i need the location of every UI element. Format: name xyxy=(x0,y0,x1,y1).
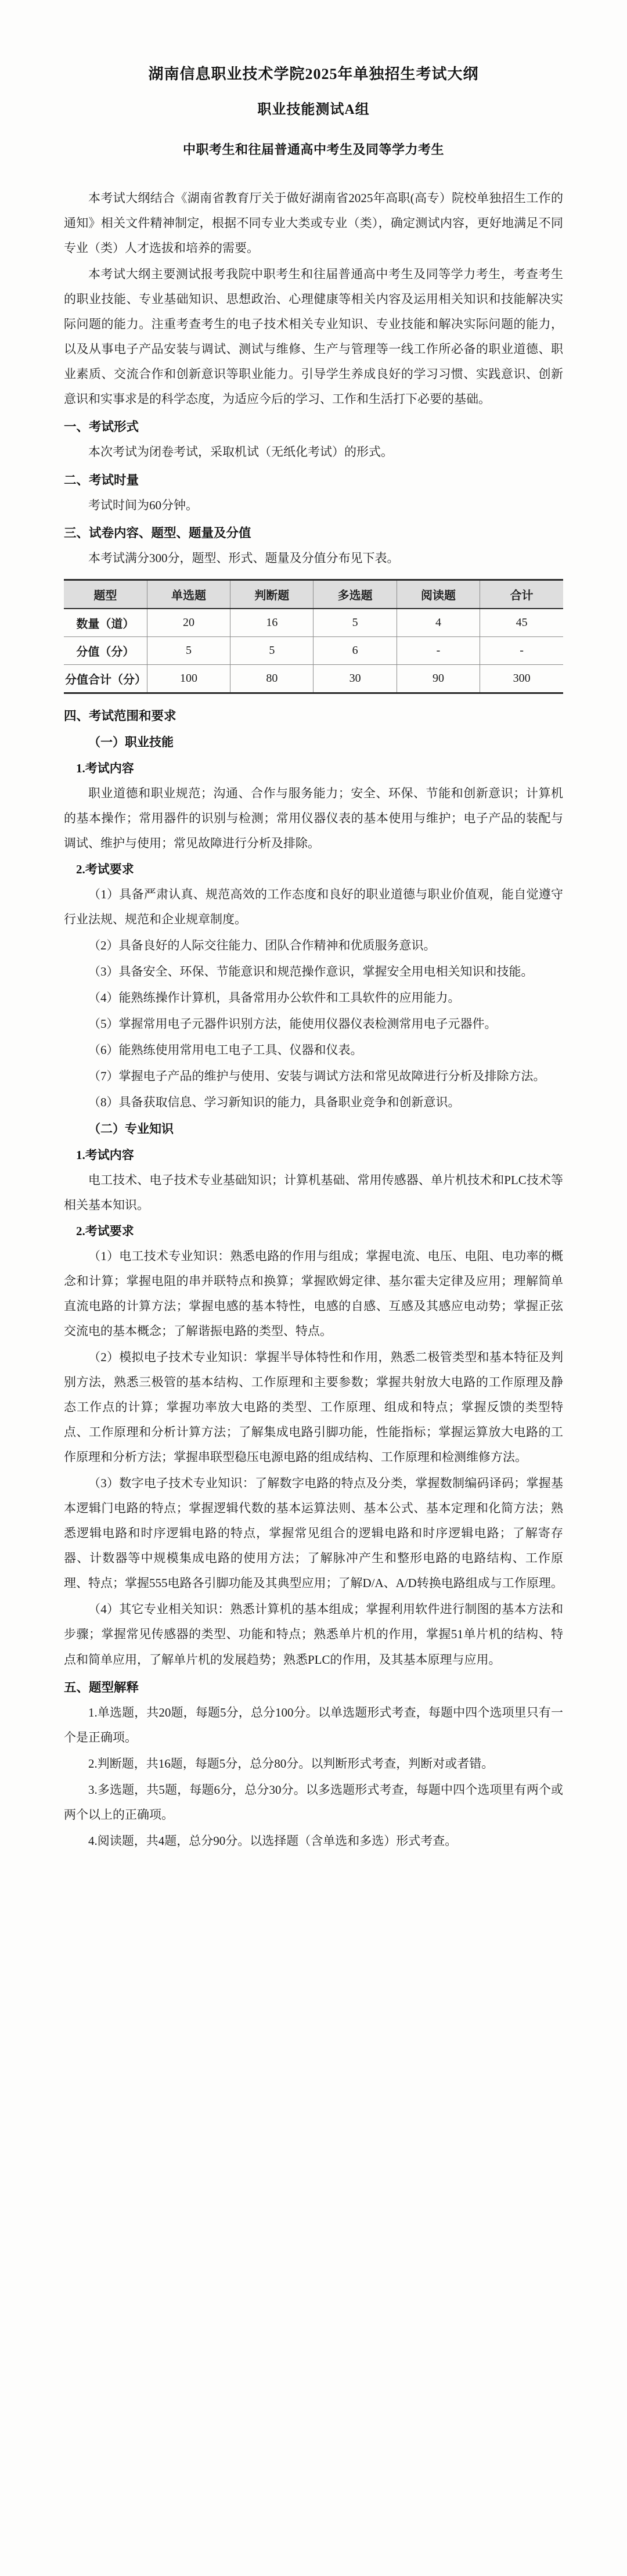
question-type-item: 3.多选题，共5题，每题6分，总分30分。以多选题形式考查，每题中四个选项里有两个或两个以上的正确项。 xyxy=(64,1782,563,1822)
table-row-label: 数量（道） xyxy=(64,609,147,637)
table-cell: 5 xyxy=(314,609,397,637)
section-heading-1: 一、考试形式 xyxy=(64,420,139,434)
requirement-item: （3）数字电子技术专业知识：了解数字电路的特点及分类，掌握数制编码译码；掌握基本逻辑门电路的特点；掌握逻辑代数的基本运算法则、基本公式、基本定理和化简方法；熟悉逻辑电路和时序逻辑电路的特点，掌握常见组合的逻辑电路和时序逻辑电路；了解寄存器、计数器等中规模集成电路的使用方法；了解脉冲产生和整形电路的电路结构、工作原理、特点；掌握555电路各引脚功能及其典型应用；了解D/A、A/D转换电路组成与工作原理。 xyxy=(64,1476,563,1591)
requirement-item: （2）具备良好的人际交往能力、团队合作精神和优质服务意识。 xyxy=(88,938,436,953)
requirement-item: （8）具备获取信息、学习新知识的能力，具备职业竞争和创新意识。 xyxy=(88,1095,460,1110)
page-title: 湖南信息职业技术学院2025年单独招生考试大纲 xyxy=(148,66,479,82)
table-cell: 16 xyxy=(230,609,314,637)
section-4-part-2-content: 电工技术、电子技术专业基础知识；计算机基础、常用传感器、单片机技术和PLC技术等相关基本知识。 xyxy=(64,1172,563,1212)
section-4-part-1-heading: （一）职业技能 xyxy=(88,735,174,749)
document-body xyxy=(64,186,563,1872)
section-heading-2: 二、考试时量 xyxy=(64,473,139,487)
table-header-cell: 单选题 xyxy=(147,580,230,609)
section-heading-3: 三、试卷内容、题型、题量及分值 xyxy=(64,526,251,540)
section-4-part-2-requirement-heading: 2.考试要求 xyxy=(76,1224,134,1238)
table-cell: 90 xyxy=(397,664,480,693)
requirement-item: （1）电工技术专业知识：熟悉电路的作用与组成；掌握电流、电压、电阻、电功率的概念和计算；掌握电阻的串并联特点和换算；掌握欧姆定律、基尔霍夫定律及应用；理解简单直流电路的计算方法；掌握电感的基本特性，电感的自感、互感及其感应电动势；掌握正弦交流电的基本概念；了解谐振电路的类型、特点。 xyxy=(64,1249,563,1338)
table-cell: 20 xyxy=(147,609,230,637)
table-cell: - xyxy=(397,636,480,664)
table-cell: 100 xyxy=(147,664,230,693)
document-audience: 中职考生和往届普通高中考生及同等学力考生 xyxy=(182,142,444,157)
table-row xyxy=(64,636,563,664)
table-cell: 5 xyxy=(230,636,314,664)
table-cell: 80 xyxy=(230,664,314,693)
table-header-cell: 题型 xyxy=(64,580,147,609)
table-cell: 300 xyxy=(480,664,563,693)
intro-paragraph-2: 本考试大纲主要测试报考我院中职考生和往届普通高中考生及同等学力考生，考查考生的职业技能、专业基础知识、思想政治、心理健康等相关内容及运用相关知识和技能解决实际问题的能力。注重考查考生的电子技术相关专业知识、专业技能和解决实际问题的能力，以及从事电子产品安装与调试、测试与维修、生产与管理等一线工作所必备的职业道德、职业素质、交流合作和创新意识等职业能力。引导学生养成良好的学习习惯、实践意识、创新意识和实事求是的科学态度，为适应今后的学习、工作和生活打下必要的基础。 xyxy=(64,267,563,406)
section-4-part-1-requirement-heading: 2.考试要求 xyxy=(76,862,134,877)
page-bottom-spacer xyxy=(64,1855,563,1872)
requirement-item: （4）其它专业相关知识：熟悉计算机的基本组成；掌握利用软件进行制图的基本方法和步骤；掌握常见传感器的类型、功能和特点；熟悉单片机的作用，掌握51单片机的结构、特点和简单应用，了解单片机的发展趋势；熟悉PLC的作用，及其基本原理与应用。 xyxy=(64,1602,563,1667)
table-cell: 4 xyxy=(397,609,480,637)
section-heading-4: 四、考试范围和要求 xyxy=(64,708,176,723)
table-header-cell: 多选题 xyxy=(314,580,397,609)
exam-structure-table xyxy=(64,579,563,694)
table-total-row xyxy=(64,664,563,693)
question-type-item: 1.单选题，共20题，每题5分，总分100分。以单选题形式考查，每题中四个选项里只有一个是正确项。 xyxy=(64,1705,563,1744)
table-cell: 5 xyxy=(147,636,230,664)
requirement-item: （4）能熟练操作计算机，具备常用办公软件和工具软件的应用能力。 xyxy=(88,991,460,1005)
section-4-part-2-heading: （二）专业知识 xyxy=(88,1121,174,1136)
table-header-cell: 阅读题 xyxy=(397,580,480,609)
section-4-part-2-content-heading: 1.考试内容 xyxy=(76,1147,134,1162)
requirement-item: （5）掌握常用电子元器件识别方法，能使用仪器仪表检测常用电子元器件。 xyxy=(88,1017,497,1031)
table-cell: 6 xyxy=(314,636,397,664)
table-cell: 30 xyxy=(314,664,397,693)
requirement-item: （1）具备严肃认真、规范高效的工作态度和良好的职业道德与职业价值观，能自觉遵守行业法规、规范和企业规章制度。 xyxy=(64,887,563,927)
table-header-cell: 合计 xyxy=(480,580,563,609)
requirement-item: （3）具备安全、环保、节能意识和规范操作意识，掌握安全用电相关知识和技能。 xyxy=(88,965,534,979)
section-1-body: 本次考试为闭卷考试，采取机试（无纸化考试）的形式。 xyxy=(88,445,393,459)
table-row-label: 分值（分） xyxy=(64,636,147,664)
table-row-label: 分值合计（分） xyxy=(64,664,147,693)
section-4-part-1-content: 职业道德和职业规范；沟通、合作与服务能力；安全、环保、节能和创新意识；计算机的基本操作；常用器件的识别与检测；常用仪器仪表的基本使用与维护；电子产品的装配与调试、维护与使用；常见故障进行分析及排除。 xyxy=(64,786,563,850)
question-type-item: 2.判断题，共16题，每题5分，总分80分。以判断形式考查，判断对或者错。 xyxy=(88,1756,494,1771)
question-type-item: 4.阅读题，共4题，总分90分。以选择题（含单选和多选）形式考查。 xyxy=(88,1833,457,1848)
requirement-item: （6）能熟练使用常用电工电子工具、仪器和仪表。 xyxy=(88,1043,363,1057)
section-4-part-1-content-heading: 1.考试内容 xyxy=(76,761,134,775)
table-header-row xyxy=(64,580,563,609)
section-2-body: 考试时间为60分钟。 xyxy=(88,498,198,512)
intro-paragraph-1: 本考试大纲结合《湖南省教育厅关于做好湖南省2025年高职(高专）院校单独招生工作的通知》相关文件精神制定，根据不同专业大类或专业（类），确定测试内容，更好地满足不同专业（类）人才选拔和培养的需要。 xyxy=(64,191,563,256)
table-cell: 45 xyxy=(480,609,563,637)
section-3-intro: 本考试满分300分，题型、形式、题量及分值分布见下表。 xyxy=(88,551,399,565)
requirement-item: （2）模拟电子技术专业知识：掌握半导体特性和作用，熟悉二极管类型和基本特征及判别方法，熟悉三极管的基本结构、工作原理和主要参数；掌握共射放大电路的工作原理及静态工作点的计算；掌握功率放大电路的类型、工作原理、组成和特点；掌握反馈的类型特点、工作原理和分析计算方法；了解集成电路引脚功能，性能指标；掌握运算放大电路的工作原理和分析方法；掌握串联型稳压电源电路的组成结构、工作原理和检测维修方法。 xyxy=(64,1350,563,1465)
document-subtitle: 职业技能测试A组 xyxy=(257,102,370,117)
table-header-cell: 判断题 xyxy=(230,580,314,609)
table-row xyxy=(64,609,563,637)
table-cell: - xyxy=(480,636,563,664)
section-heading-5: 五、题型解释 xyxy=(64,1680,139,1694)
requirement-item: （7）掌握电子产品的维护与使用、安装与调试方法和常见故障进行分析及排除方法。 xyxy=(88,1069,546,1084)
